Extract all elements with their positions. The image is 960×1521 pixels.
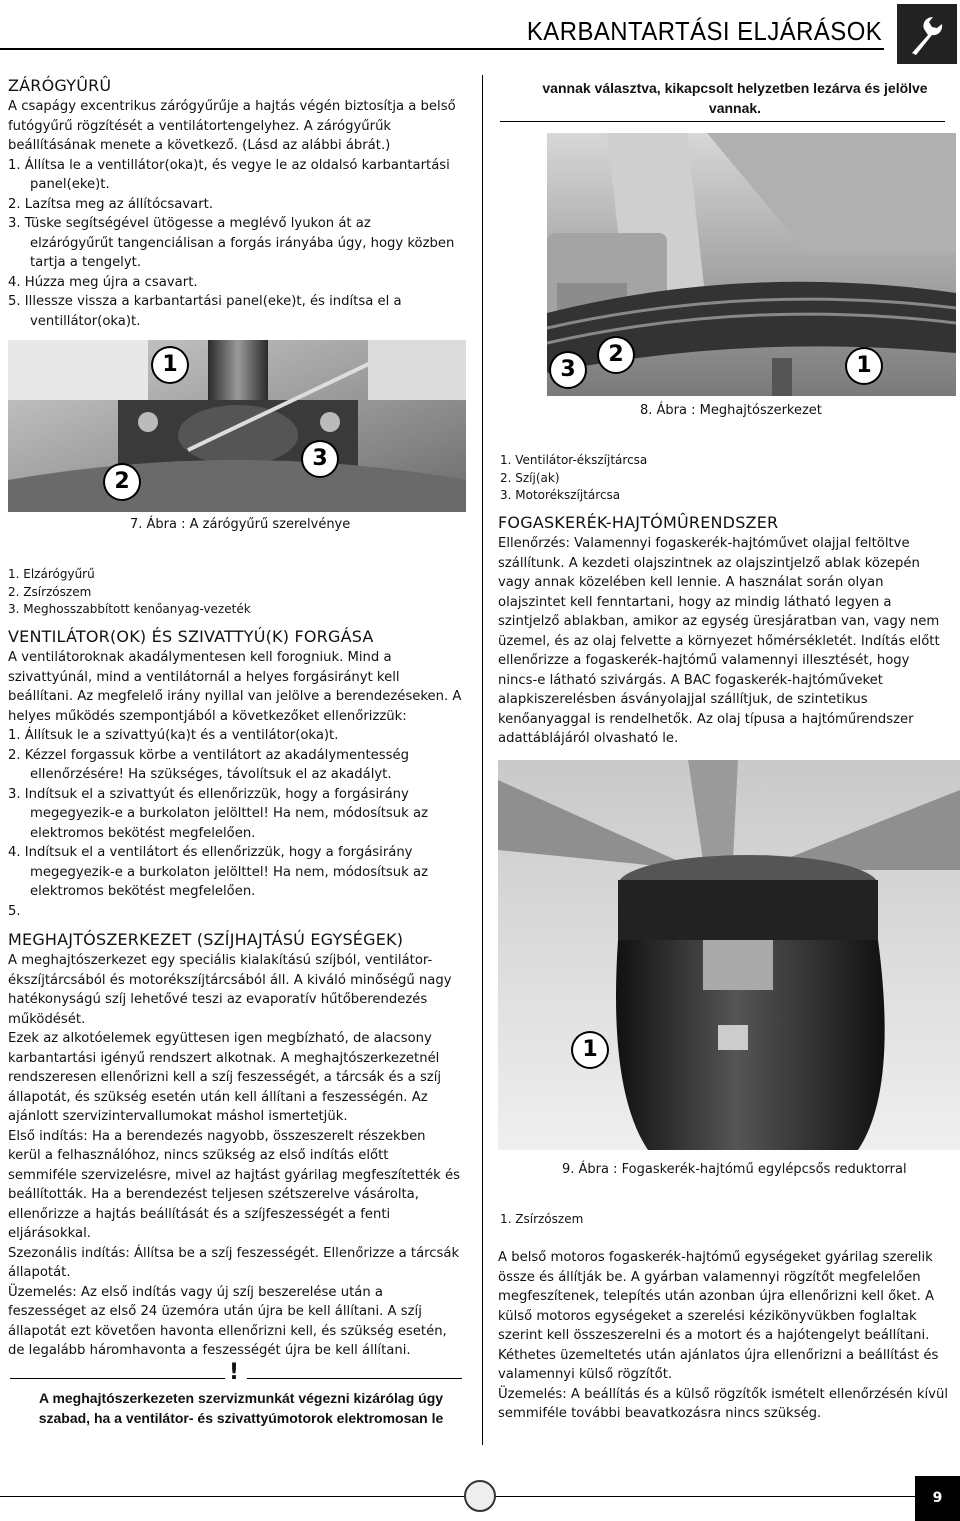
text-line: ellenőrizze a fogaskerék-hajtómű valamennyi illesztését, hogy (498, 653, 910, 668)
figure-8-label-1: 1 (847, 349, 881, 383)
text-line: Ellenőrzés: Valamennyi fogaskerék-hajtóművet olajjal feltöltve (498, 536, 910, 551)
figure-7-label-3: 3 (303, 442, 337, 476)
text-line: 2. Lazítsa meg az állítócsavart. (8, 196, 214, 212)
warning-text (16, 1388, 466, 1428)
text-line: szerint kell összeszerelni és a motort és a hajótengelyt beállítani. (498, 1328, 930, 1343)
text-line: karbantartási igényű rendszert alkotnak. A meghajtószerkezetnél (8, 1050, 440, 1066)
figure-8-photo (547, 133, 956, 396)
text-line: megegyezik-e a burkolaton jelölttel! Ha nem, módosítsuk az (30, 864, 428, 880)
text-line: ékszíjtárcsából és motorékszíjtárcsából áll. A kiváló minőségű nagy (8, 972, 452, 988)
legend-item: 1. Elzárógyűrű (8, 567, 95, 581)
figure-8-legend (500, 452, 647, 505)
text-line: 3. Indítsuk el a szivattyút és ellenőrizzük, hogy a forgásirány (8, 786, 409, 802)
text-line: adattáblájáról olvasható le. (498, 731, 679, 746)
legend-item: 3. Meghosszabbított kenőanyag-vezeték (8, 602, 251, 616)
text-line: helyes működés szempontjából a következőket ellenőrizzük: (8, 708, 407, 724)
text-line: panel(eke)t. (30, 177, 110, 192)
text-line: tartja a tengelyt. (30, 255, 142, 270)
text-line: beállításának menete a következő. (Lásd az alábbi ábrát.) (8, 138, 391, 153)
legend-item: 1. Zsírzószem (500, 1212, 584, 1226)
text-line: elzárógyűrűt tangenciálisan a forgás irányába úgy, hogy közben (30, 235, 455, 251)
forgas-text (8, 648, 464, 921)
text-line: rendszeresen ellenőrizni kell a szíj feszességét, a tárcsák és a szíj (8, 1070, 442, 1085)
text-line: elektromos bekötést megfelelően. (30, 825, 256, 841)
figure-9-legend (500, 1211, 583, 1229)
footer-rule (0, 1496, 915, 1497)
text-line: vagy annak közelében kell lennie. A használat során olyan (498, 575, 884, 590)
meghajto-text (8, 951, 464, 1361)
legend-item: 2. Zsírzószem (8, 584, 92, 599)
section-title-meghajto: MEGHAJTÓSZERKEZET (SZÍJHAJTÁSÚ EGYSÉGEK) (8, 930, 404, 949)
text-line: Üzemelés: Az első indítás vagy új szíj beszerelése után a (8, 1284, 383, 1300)
page-number: 9 (915, 1476, 960, 1521)
figure-7-label-2: 2 (105, 465, 139, 499)
section-title-forgas: VENTILÁTOR(OK) ÉS SZIVATTYÚ(K) FORGÁSA (8, 627, 374, 646)
text-line: Üzemelés: A beállítás és a külső rögzítők ismételt ellenőrzésén kívül (498, 1386, 948, 1402)
text-line: 5. (8, 903, 21, 919)
text-line: ventillátor(oka)t. (30, 313, 141, 329)
text-line: állapotát, és szükség esetén után kell állítani a feszességén. Az (8, 1089, 428, 1105)
figure-7-photo (8, 340, 466, 512)
page-header-title: KARBANTARTÁSI ELJÁRÁSOK (526, 16, 882, 46)
text-line: 2. Kézzel forgassuk körbe a ventilátort az akadálymentesség (8, 747, 409, 763)
warning-line: A meghajtószerkezeten szervizmunkát végezni kizárólag úgy (38, 1390, 444, 1406)
warning-line: vannak. (708, 100, 762, 116)
text-line: 4. Indítsuk el a ventilátort és ellenőrizzük, hogy a forgásirány (8, 845, 413, 860)
fogaskerek-text (498, 534, 956, 749)
figure-7-legend (8, 566, 251, 619)
warning-rule-left (10, 1378, 225, 1379)
figure-9-caption: 9. Ábra : Fogaskerék-hajtómű egylépcsős reduktorral (562, 1162, 907, 1177)
legend-item: 3. Motorékszíjtárcsa (500, 488, 621, 502)
figure-7-label-1: 1 (153, 348, 187, 382)
text-line: 4. Húzza meg újra a csavart. (8, 274, 198, 290)
text-line: futógyűrű rögzítését a ventilátortengelyhez. A zárógyűrűk (8, 118, 392, 134)
text-line: alapkiszerelésben ásványolajjal szállítjuk, de szintetikus (498, 692, 868, 707)
text-line: össze és állítják be. A gyárban valamennyi rögzítőt megfelelően (498, 1269, 921, 1285)
text-line: 1. Állítsuk le a szivattyú(ka)t és a ventilátor(oka)t. (8, 728, 339, 743)
text-line: valamennyi külső rögzítőt. (498, 1367, 673, 1382)
text-line: 1. Állítsa le a ventillátor(oka)t, és vegye le az oldalsó karbantartási (8, 157, 450, 173)
text-line: A meghajtószerkezet egy speciális kialakítású szíjból, ventilátor- (8, 953, 433, 968)
text-line: elektromos bekötést megfelelően. (30, 884, 256, 899)
text-line: Kéthetes üzemeltetés után ajánlatos újra ellenőrizni a beállítást és (498, 1347, 939, 1363)
bac-logo (464, 1480, 496, 1512)
zarogyuru-text (8, 97, 464, 331)
text-line: A belső motoros fogaskerék-hajtómű egységeket gyárilag szerelik (498, 1250, 933, 1265)
header-rule (0, 48, 884, 50)
text-line: hatékonyságú szíj lehetővé teszi az evaporatív hűtőberendezés (8, 992, 428, 1007)
text-line: 3. Tüske segítségével ütögesse a meglévő lyukon át az (8, 216, 371, 231)
text-line: szivattyúnál, mind a ventilátornál a helyes forgásirányt kell (8, 669, 400, 685)
figure-9-photo (498, 760, 960, 1150)
figure-9-label-1: 1 (573, 1033, 607, 1067)
figure-8-caption: 8. Ábra : Meghajtószerkezet (640, 403, 822, 418)
text-line: ellenőrizze a hajtás beállítását és a szíjfeszességét a fenti (8, 1206, 391, 1222)
figure-8-label-3: 3 (551, 353, 585, 387)
text-line: 5. Illessze vissza a karbantartási panel(eke)t, és indítsa el a (8, 294, 402, 309)
text-line: de legalább háromhavonta a feszességét újra be kell állítani. (8, 1343, 411, 1358)
warning-line: szabad, ha a ventilátor- és szivattyúmotorok elektromosan le (38, 1410, 444, 1426)
text-line: működését. (8, 1011, 86, 1027)
text-line: szintjelző ablakban, amikor az egység üresjáratban van, vagy nem (498, 614, 940, 629)
text-line: eljárásokkal. (8, 1226, 91, 1241)
fogaskerek-text-2 (498, 1248, 956, 1424)
text-line: A csapágy excentrikus zárógyűrűje a hajtás végén biztosítja a belső (8, 99, 456, 114)
text-line: semmiféle szervizelésre, mivel az hajtást gyárilag megfeszítették és (8, 1167, 460, 1183)
text-line: A ventilátoroknak akadálymentesen kell forogniuk. Mind a (8, 650, 392, 665)
warning-line: vannak választva, kikapcsolt helyzetben lezárva és jelölve (542, 80, 928, 96)
text-line: külső motoros egységeket a szerelési kézikönyvükben foglaltak (498, 1308, 917, 1324)
legend-item: 1. Ventilátor-ékszíjtárcsa (500, 453, 648, 467)
section-title-fogaskerek: FOGASKERÉK-HAJTÓMÛRENDSZER (498, 513, 779, 532)
section-title-zarogyuru: ZÁRÓGYÛRÛ (8, 76, 112, 95)
text-line: szállítunk. A kezdeti olajszintnek az olajszintjelző ablak közepén (498, 555, 920, 571)
text-line: beállítani. Az megfelelő irány nyillal van jelölve a berendezéseken. A (8, 689, 462, 704)
column-divider (482, 75, 483, 1445)
text-line: megegyezik-e a burkolaton jelölttel! Ha nem, módosítsuk az (30, 806, 428, 821)
text-line: semmiféle további beavatkozásra nincs szükség. (498, 1406, 822, 1421)
text-line: beállították. Ha a berendezést teljesen szétszerelve vásárolta, (8, 1187, 419, 1202)
text-line: Ezek az alkotóelemek együttesen igen megbízható, de alacsony (8, 1031, 432, 1046)
text-line: olajszintet kell fenntartani, hogy az mindig látható legyen a (498, 594, 892, 610)
text-line: nincs-e látható szivárgás. A BAC fogaskerék-hajtóműveket (498, 672, 883, 688)
figure-7-caption: 7. Ábra : A zárógyűrű szerelvénye (130, 517, 351, 532)
text-line: ajánlott szervizintervallumokat máshol ismertetjük. (8, 1109, 348, 1124)
text-line: kenőanyaggal is rendelhetők. Az olaj típusa a hajtóműrendszer (498, 711, 914, 727)
figure-8-label-2: 2 (599, 338, 633, 372)
warning-rule-right (247, 1378, 462, 1379)
text-line: üzemel, és az olaj felvette a környezet hőmérsékletét. Indítás előtt (498, 633, 940, 649)
warning-end-rule (500, 121, 945, 122)
text-line: feszességet az első 24 üzemóra után újra be kell állítani. A szíj (8, 1304, 422, 1319)
warning-continuation (500, 78, 960, 118)
text-line: kerül a felhasználóhoz, nincs szükség az első indítás előtt (8, 1148, 389, 1163)
text-line: Szezonális indítás: Állítsa be a szíj feszességét. Ellenőrizze a tárcsák (8, 1245, 460, 1261)
wrench-hand-icon (897, 4, 957, 64)
text-line: ellenőrzésére! Ha szükséges, távolítsuk el az akadályt. (30, 767, 392, 782)
text-line: állapotát. (8, 1265, 71, 1280)
text-line: megfeszítenek, telepítés után azonban újra ellenőrizni kell őket. A (498, 1289, 934, 1304)
warning-exclamation-icon: ! (229, 1360, 240, 1385)
legend-item: 2. Szíj(ak) (500, 470, 560, 485)
text-line: állapotát ezt követően havonta ellenőrizni kell, és szükség esetén, (8, 1323, 447, 1339)
text-line: Első indítás: Ha a berendezés nagyobb, összeszerelt részekben (8, 1128, 426, 1144)
